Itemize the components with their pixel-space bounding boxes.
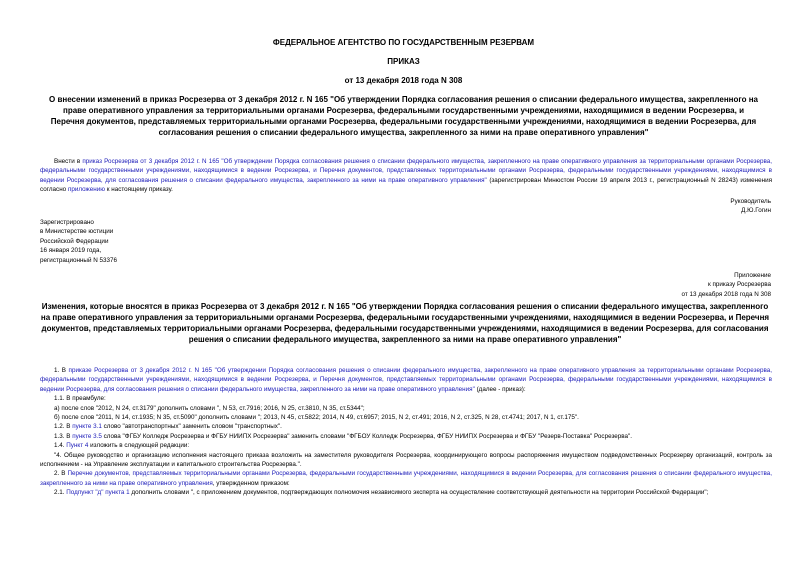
order-link[interactable]: приказе Росрезерва от 3 декабря 2012 г. N 165 "Об утверждении Порядка согласования решения о списании федерального имущества, закрепленного на праве оперативного управления за территориальными органами Росрезерва, федеральными государственными учреждениями, находящимися в ведении Росрезерва, и Перечня документов, представляемых территориальными органами Росрезерва, федеральными государственными учреждениями, находящимися в ведении Росрезерва, для согласования решения о списании федерального имущества, закрепленного за ними на праве оперативного управления" [40, 367, 773, 393]
item-1-4-suffix: изложить в следующей редакции: [88, 442, 190, 450]
intro-paragraph [40, 157, 772, 195]
item-1-3-prefix: 1.3. В [54, 432, 73, 440]
item-1-3 [40, 432, 772, 441]
signature-name: Д.Ю.Гогин [741, 207, 771, 214]
document-type: ПРИКАЗ [387, 57, 420, 66]
item-2-prefix: 2. В [54, 470, 68, 478]
document-date-number: от 13 декабря 2018 года N 308 [344, 76, 463, 85]
item-2 [40, 469, 772, 488]
item-1-3-suffix: слова "ФГБУ Колледж Росрезерва и ФГБУ НИИПХ Росрезерва" заменить словами "ФГБОУ Колледж Росрезерва, ФГБУ НИИПХ Росрезерва и ФГБУ "Резерв-Поставка" Росрезерва". [101, 432, 633, 440]
item-1-2-prefix: 1.2. В [54, 423, 73, 431]
registration-line: Зарегистрировано [40, 219, 94, 226]
item-1-prefix: 1. В [54, 367, 69, 374]
document-title: О внесении изменений в приказ Росрезерва от 3 декабря 2012 г. N 165 "Об утверждении Порядка согласования решения о списании федерального имущества, закрепленного на праве оперативного управления за территориальными органами Росрезерва, федеральными государственными учреждениями, находящимися в ведении Росрезерва, и Перечня документов, представляемых территориальными органами Росрезерва, федеральными государственными учреждениями, находящимися в ведении Росрезерва, для согласования решения о списании федерального имущества, закрепленного за ними на праве оперативного управления" [49, 95, 758, 137]
item-2-suffix: , утвержденном приказом: [212, 479, 290, 487]
item-1-1: 1.1. В преамбуле: [54, 395, 106, 403]
item-1 [40, 366, 772, 394]
documents-list-link[interactable]: Перечне документов, представляемых территориальными органами Росрезерва, федеральными государственными учреждениями, находящимися в ведении Росрезерва, для согласования решения о списании федерального имущества, закрепленного за ними на праве оперативного управления [40, 470, 772, 487]
item-1-2-suffix: слово "автотранспортных" заменить словом "транспортных". [101, 423, 282, 431]
item-1-4 [40, 441, 772, 450]
appendix-date: от 13 декабря 2018 года N 308 [681, 290, 771, 298]
item-1-1-a: а) после слов "2012, N 24, ст.3179" дополнить словами ", N 53, ст.7916; 2016, N 25, ст.3810, N 35, ст.5344"; [54, 404, 365, 412]
appendix-body [40, 366, 772, 498]
item-1-2 [40, 422, 772, 431]
appendix-title: Изменения, которые вносятся в приказ Росрезерва от 3 декабря 2012 г. N 165 "Об утверждении Порядка согласования решения о списании федерального имущества, закрепленного на праве оперативного управления за территориальными органами Росрезерва, федеральными государственными учреждениями, находящимися в ведении Росрезерва, и Перечня документов, представляемых территориальными органами Росрезерва, федеральными государственными учреждениями, находящимися в ведении Росрезерва, для согласования решения о списании федерального имущества, закрепленного за ними на праве оперативного управления" [40, 302, 770, 344]
appendix-to: к приказу Росрезерва [707, 281, 771, 289]
registration-line: 16 января 2019 года, [40, 247, 102, 255]
order-link[interactable]: приказ Росрезерва от 3 декабря 2012 г. N 165 "Об утверждении Порядка согласования решения о списании федерального имущества, закрепленного на праве оперативного управления за территориальными органами Росрезерва, федеральными государственными учреждениями, находящимися в ведении Росрезерва, и Перечня документов, представляемых территориальными органами Росрезерва, федеральными государственными учреждениями, находящимися в ведении Росрезерва, для согласования решения о списании федерального имущества, закрепленного за ними на праве оперативного управления" [40, 158, 772, 184]
signature-role: Руководитель [730, 198, 771, 205]
intro-suffix: к настоящему приказу. [104, 186, 173, 194]
subclause-d-link[interactable]: Подпункт "д" пункта 1 [66, 489, 130, 497]
item-2-1-suffix: дополнить словами ", с приложением документов, подтверждающих полномочия независимого эксперта на осуществление соответствующей деятельности на территории Российской Федерации"; [129, 489, 709, 497]
item-2-1 [40, 488, 772, 497]
registration-block [40, 218, 117, 265]
appendix-link[interactable]: приложению [67, 186, 105, 194]
clause-3-1-link[interactable]: пункте 3.1 [72, 423, 102, 431]
agency-name: ФЕДЕРАЛЬНОЕ АГЕНТСТВО ПО ГОСУДАРСТВЕННЫМ РЕЗЕРВАМ [272, 38, 535, 47]
clause-4-link[interactable]: Пункт 4 [66, 442, 89, 450]
item-1-4-prefix: 1.4. [54, 442, 67, 450]
registration-line: Российской Федерации [40, 237, 109, 245]
intro-mid: (зарегистрирован Минюстом России 19 апреля 2013 г., регистрационный N 28243) изменения согласно [40, 176, 772, 194]
registration-line: в Министерстве юстиции [40, 228, 114, 236]
registration-line: регистрационный N 53376 [40, 256, 118, 264]
item-1-1-b: б) после слов "2011, N 14, ст.1935; N 35, ст.5090" дополнить словами "; 2013, N 45, ст.5822; 2014, N 49, ст.6957; 2015, N 2, ст.491; 2016, N 2, ст.325, N 28, ст.4741; 2017, N 1, ст.175". [54, 414, 579, 422]
clause-3-5-link[interactable]: пункте 3.5 [72, 432, 102, 440]
appendix-label: Приложение [734, 272, 771, 279]
item-2-1-prefix: 2.1. [54, 489, 67, 497]
item-1-4-quote: "4. Общее руководство и организацию исполнения настоящего приказа возложить на заместителя руководителя Росрезерва, координирующего вопросы распоряжения имуществом подведомственных Росрезерву организаций, контроль за исполнением - на Управление эксплуатации и капитального строительства Росрезерва.". [40, 451, 772, 469]
appendix-header [681, 271, 771, 299]
item-1-suffix: (далее - приказ): [474, 385, 526, 393]
intro-prefix: Внести в [54, 158, 83, 165]
